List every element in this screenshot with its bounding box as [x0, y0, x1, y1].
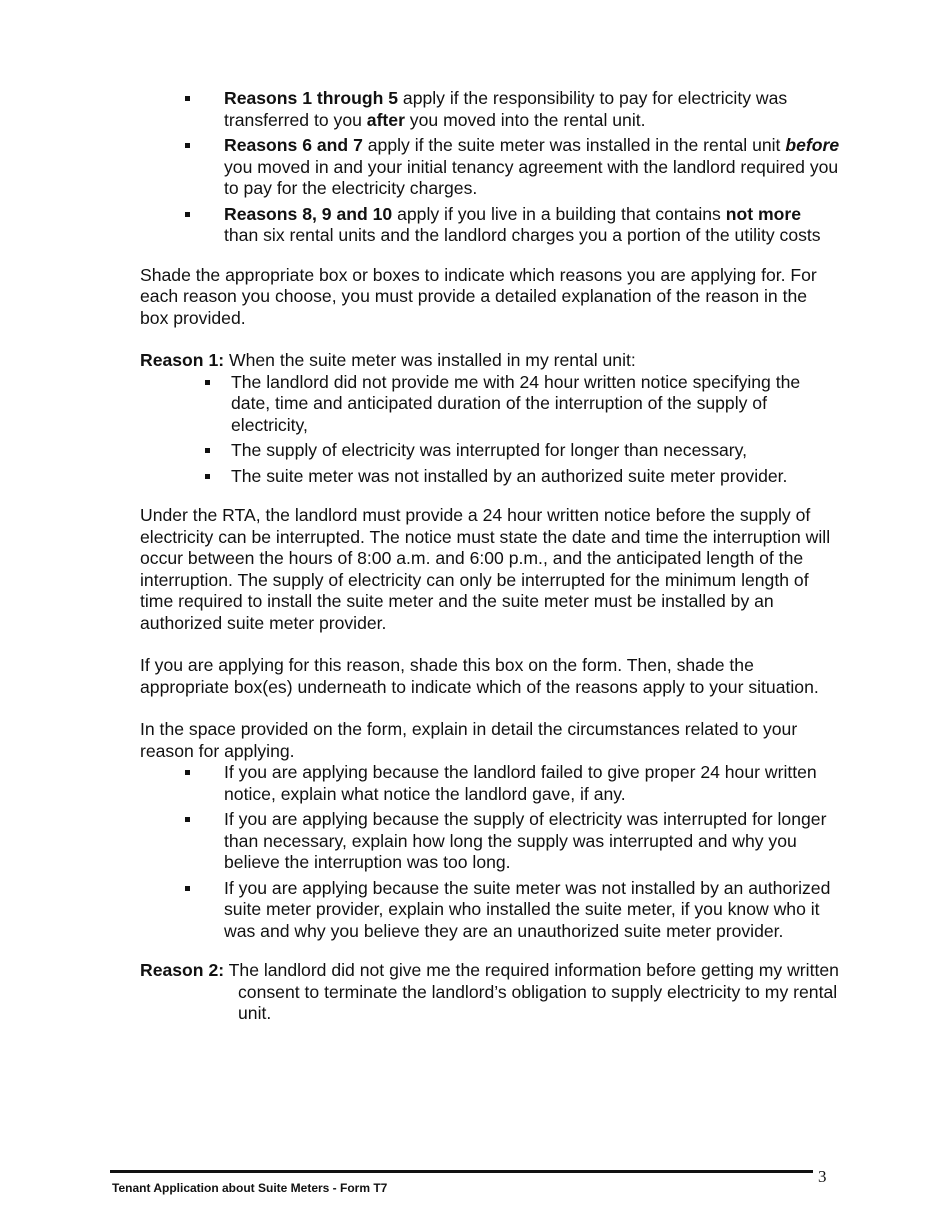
- footer-divider: [110, 1170, 813, 1173]
- list-item: If you are applying because the supply of electricity was interrupted for longer than necessary, explain how long the supply was interrupted and why you believe the interruption was too long.: [140, 809, 840, 874]
- list-item: Reasons 8, 9 and 10 apply if you live in a building that contains not more than six rental units and the landlord charges you a portion of the utility costs: [140, 204, 840, 247]
- shade-instructions: Shade the appropriate box or boxes to indicate which reasons you are applying for. For each reason you choose, you must provide a detailed explanation of the reason in the box provided.: [140, 264, 817, 328]
- list-item: Reasons 1 through 5 apply if the responsibility to pay for electricity was transferred to you after you moved into the rental unit.: [140, 88, 840, 131]
- explain-bullets: [140, 762, 840, 942]
- footer-form-title: Tenant Application about Suite Meters - Form T7: [112, 1181, 388, 1195]
- list-item: Reasons 6 and 7 apply if the suite meter was installed in the rental unit before you moved in and your initial tenancy agreement with the landlord required you to pay for the electricity charges.: [140, 135, 840, 200]
- explain-paragraph: In the space provided on the form, explain in detail the circumstances related to your reason for applying.: [140, 719, 798, 761]
- list-item: The suite meter was not installed by an authorized suite meter provider.: [140, 466, 840, 488]
- reason-1-heading: Reason 1: When the suite meter was installed in my rental unit:: [140, 350, 636, 370]
- reason-2-heading: Reason 2: The landlord did not give me the required information before getting my written consent to terminate the landlord’s obligation to supply electricity to my rental unit.: [140, 960, 839, 1023]
- list-item: The supply of electricity was interrupted for longer than necessary,: [140, 440, 840, 462]
- reason-groups-list: [140, 88, 840, 247]
- rta-paragraph: Under the RTA, the landlord must provide a 24 hour written notice before the supply of electricity can be interrupted. The notice must state the date and time the interruption will occur between the hours of 8:00 a.m. and 6:00 p.m., and the anticipated length of the interruption. The supply of electricity can only be interrupted for the minimum length of time required to install the suite meter and the suite meter must be installed by an authorized suite meter provider.: [140, 505, 831, 633]
- reason-1-bullets: [140, 372, 840, 488]
- list-item: The landlord did not provide me with 24 hour written notice specifying the date, time and anticipated duration of the interruption of the supply of electricity,: [140, 372, 840, 437]
- bold-label: Reasons 6 and 7: [224, 135, 363, 155]
- list-item: If you are applying because the suite meter was not installed by an authorized suite meter provider, explain who installed the suite meter, if you know who it was and why you believe they are an unauthorized suite meter provider.: [140, 878, 840, 943]
- bold-label: Reasons 1 through 5: [224, 88, 399, 108]
- bold-label: Reasons 8, 9 and 10: [224, 203, 393, 224]
- list-item: If you are applying because the landlord failed to give proper 24 hour written notice, explain what notice the landlord gave, if any.: [140, 762, 840, 805]
- page-body: [140, 88, 840, 1025]
- page-number: 3: [818, 1167, 827, 1186]
- apply-paragraph: If you are applying for this reason, shade this box on the form. Then, shade the appropriate box(es) underneath to indicate which of the reasons apply to your situation.: [140, 655, 819, 697]
